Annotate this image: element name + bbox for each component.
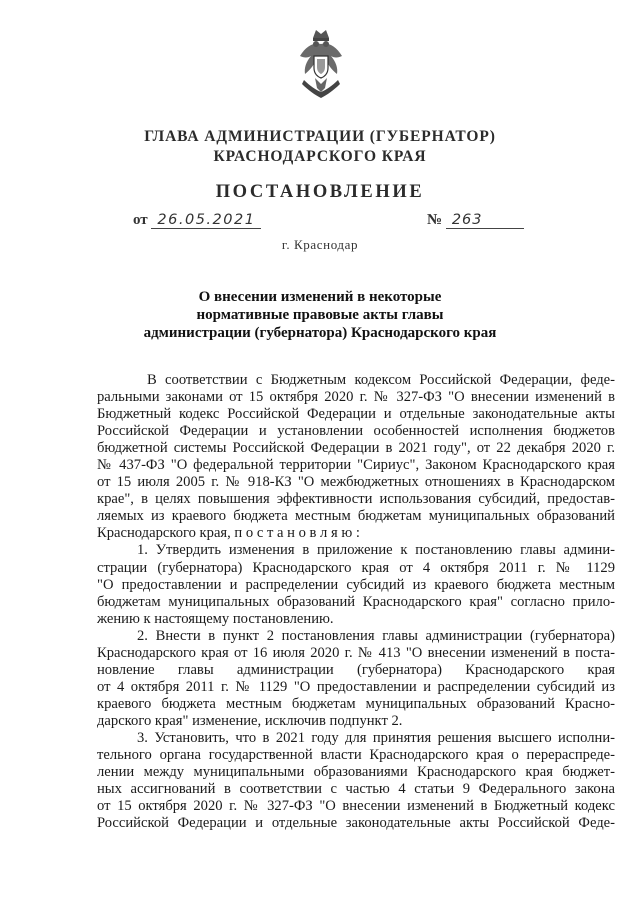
body-line: Краснодарского края от 16 июля 2020 г. № 413 "О внесении изменений в поста-	[97, 644, 615, 661]
body-line: тельного органа государственной власти Краснодарского края о перераспреде-	[97, 747, 615, 764]
body-line: бюджетам муниципальных образований Краснодарского края" согласно прило-	[97, 593, 615, 610]
number-value: 263	[446, 212, 524, 229]
body-line: Российской Федерации и отдельные законодательные акты Российской Феде-	[97, 815, 615, 832]
subject-line-2: нормативные правовые акты главы	[196, 307, 444, 323]
body-line: ляемых из краевого бюджета местным бюджетам муниципальных образований	[97, 508, 615, 525]
subject-line-3: администрации (губернатора) Краснодарского края	[143, 325, 497, 341]
body-line: дарского края" изменение, исключив подпункт 2.	[97, 712, 403, 729]
body-line: страции (губернатора) Краснодарского края от 4 октября 2011 г. № 1129	[97, 559, 615, 576]
body-line: крае", в целях повышения эффективности использования субсидий, предостав-	[97, 491, 615, 508]
body-line: лении между муниципальными образованиями Краснодарского края бюджет-	[97, 764, 615, 781]
body-line: от 15 октября 2020 г. № 327-ФЗ "О внесении изменений в Бюджетный кодекс	[97, 798, 615, 815]
coat-of-arms-emblem-icon	[296, 28, 346, 100]
document-type-heading: ПОСТАНОВЛЕНИЕ	[215, 182, 425, 202]
subject-line-1: О внесении изменений в некоторые	[198, 289, 442, 305]
body-line: № 437-ФЗ "О федеральной территории "Сириус", Законом Краснодарского края	[97, 457, 615, 474]
authority-title-line1: ГЛАВА АДМИНИСТРАЦИИ (ГУБЕРНАТОР)	[144, 128, 496, 145]
body-line: Бюджетный кодекс Российской Федерации и отдельные законодательные акты	[97, 406, 615, 423]
body-line: 2. Внести в пункт 2 постановления главы администрации (губернатора)	[137, 627, 615, 644]
body-line: от 4 октября 2011 г. № 1129 "О предоставлении и распределении субсидий из	[97, 678, 615, 695]
body-line: бюджетной системы Российской Федерации в 2021 году", от 22 декабря 2020 г.	[97, 440, 615, 457]
body-line: "О предоставлении и распределении субсидий из краевого бюджета местным	[97, 576, 615, 593]
body-line: В соответствии с Бюджетным кодексом Российской Федерации, феде-	[147, 372, 615, 388]
body-line: от 15 июля 2005 г. № 918-КЗ "О межбюджетных отношениях в Краснодарском	[97, 474, 615, 491]
body-line: Российской Федерации и установлении особенностей исполнения бюджетов	[97, 423, 615, 440]
body-line: Краснодарского края, п о с т а н о в л я ю :	[97, 525, 360, 542]
body-line: краевого бюджета местным бюджетам муниципальных образований Красно-	[97, 695, 615, 712]
body-line: ных ассигнований в соответствии с частью 4 статьи 9 Федерального закона	[97, 781, 615, 798]
document-body	[97, 372, 615, 832]
body-line: 3. Установить, что в 2021 году для принятия решения высшего исполни-	[137, 729, 615, 746]
date-label: от	[133, 212, 148, 228]
document-date	[133, 212, 261, 229]
number-label: №	[427, 212, 443, 228]
city-line: г. Краснодар	[281, 237, 359, 252]
body-line: новление главы администрации (губернатора) Краснодарского края	[97, 661, 615, 678]
body-line: ральными законами от 15 октября 2020 г. № 327-ФЗ "О внесении изменений в	[97, 389, 615, 406]
authority-title-line2: КРАСНОДАРСКОГО КРАЯ	[213, 148, 427, 165]
date-value: 26.05.2021	[151, 212, 261, 229]
body-line: 1. Утвердить изменения в приложение к постановлению главы админи-	[137, 542, 615, 559]
body-line: жению к настоящему постановлению.	[97, 610, 334, 627]
document-number	[427, 212, 524, 229]
